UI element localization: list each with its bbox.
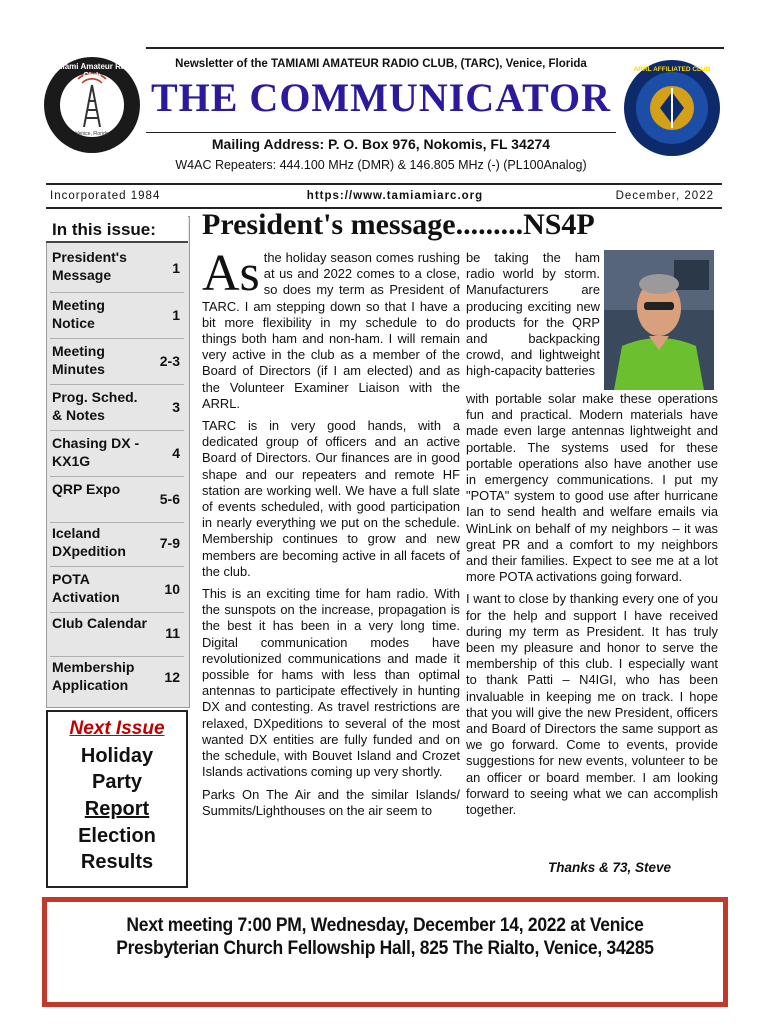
logo-right-label: ARRL AFFILIATED CLUB [633, 66, 711, 73]
toc-item-title: POTA Activation [52, 571, 120, 605]
info-top-rule [46, 183, 722, 185]
toc-item-page: 7-9 [159, 535, 180, 551]
article-paragraph: Parks On The Air and the similar Islands/ Summits/Lighthouses on the air seem to [202, 786, 460, 818]
article-paragraph: with portable solar make these operations fun and practical. Modern materials have made even large antennas lightweight and portable. The systems used for these portable operations also have another use in emergency communications. I put my "POTA" system to good use after hurricane Ian to send health and welfare emails via WinLink on behalf of my neighbors – it was great PR and a comfort to my neighbors and their families. Expect to see me at a lot more POTA activations going forward. [466, 391, 718, 585]
drop-cap: As [202, 245, 260, 302]
toc-item-page: 11 [165, 625, 180, 641]
toc-divider [50, 476, 184, 477]
toc-item[interactable] [52, 658, 182, 696]
toc-divider [50, 384, 184, 385]
toc-divider [50, 292, 184, 293]
toc-item-title: President's Message [52, 249, 127, 283]
toc-item-page: 10 [164, 581, 180, 597]
toc-heading: In this issue: [46, 216, 188, 243]
repeater-info: W4AC Repeaters: 444.100 MHz (DMR) & 146.805 MHz (-) (PL100Analog) [175, 158, 587, 172]
toc-divider [50, 566, 184, 567]
toc-item[interactable] [52, 614, 182, 652]
next-issue-line: Report [84, 798, 150, 820]
next-issue-line: Party [91, 771, 143, 793]
arrl-logo [622, 58, 722, 158]
president-photo [604, 250, 714, 390]
toc-item-page: 4 [172, 445, 180, 461]
article-heading: President's message.........NS4P [202, 208, 595, 241]
article-column-2 [466, 391, 718, 824]
article-column-1 [202, 245, 460, 825]
article-signoff: Thanks & 73, Steve [548, 860, 672, 875]
article-paragraph: be taking the ham radio world by storm. Manufacturers are producing exciting new products for the QRP and backpacking crowd, and lightweight high-capacity batteries [466, 250, 600, 379]
toc-item-page: 5-6 [159, 491, 180, 507]
mailing-address: Mailing Address: P. O. Box 976, Nokomis, FL 34274 [211, 136, 551, 152]
toc-item-page: 1 [172, 307, 180, 323]
toc-item-title: QRP Expo [52, 481, 121, 497]
toc-item[interactable] [52, 388, 182, 426]
website-link[interactable]: https://www.tamiamiarc.org [306, 190, 484, 202]
toc-item[interactable] [52, 248, 182, 288]
next-issue-label: Next Issue [69, 718, 165, 739]
logo-small-text: Venice, Florida [75, 131, 109, 137]
toc-item[interactable] [52, 570, 182, 608]
meeting-banner-text: Next meeting 7:00 PM, Wednesday, December 14, 2022 at Venice Presbyterian Church Fellowship Hall, 825 The Rialto, Venice, 34285 [116, 915, 654, 959]
toc-item[interactable] [52, 524, 182, 562]
toc-item-title: Prog. Sched. & Notes [52, 389, 138, 423]
next-issue-line: Holiday [80, 745, 154, 767]
toc-item[interactable] [52, 480, 182, 518]
toc-item[interactable] [52, 434, 182, 472]
toc-item[interactable] [52, 342, 182, 380]
toc-item[interactable] [52, 296, 182, 334]
logo-left-label: Tamiami Amateur Radio Club [46, 62, 138, 80]
toc-item-title: Club Calendar [52, 615, 147, 631]
toc-item-title: Iceland DXpedition [52, 525, 126, 559]
article-paragraph: This is an exciting time for ham radio. With the sunspots on the increase, propagation is the best it has been in a very long time. Digital communication modes have revolutionized communications and made it possible for hams with less than optimal antennas to participate effectively in hunting DX and contesting. As travel restrictions are relaxed, DXpeditions to several of the most wanted DX entities are fully funded and on the schedule, with Bouvet Island and Crozet Islands activations coming up very shortly. [202, 586, 460, 780]
toc-divider [50, 430, 184, 431]
toc-item-page: 1 [172, 260, 180, 276]
article-paragraph: I want to close by thanking every one of you for the help and support I have received during my term as President. It has truly been my pleasure and honor to serve the membership of this club. I especially want to thank Patti – N4IGI, who has been invaluable in keeping me on track. I hope that you will give the new President, officers and Board of Directors the same support as we go forward. Come to events, provide suggestions for new events, volunteer to be an officer or board member. I am looking forward to seeing what we can accomplish together. [466, 591, 718, 818]
issue-date: December, 2022 [615, 190, 714, 202]
article-paragraph: TARC is in very good hands, with a dedicated group of officers and an active Board of Directors. Our finances are in good shape and our repeaters and remote HF station are working well. We have a full slate of events scheduled, with good participation in nearly everything we put on the schedule. Membership continues to grow and new members are becoming active in all facets of the club. [202, 418, 460, 579]
header-top-rule [146, 47, 724, 49]
toc-divider [50, 522, 184, 523]
article-paragraph: As the holiday season comes rushing at us and 2022 comes to a close, so does my term as President of TARC. I am stepping down so that I have a bit more flexibility in my schedule to do things both ham and non-ham. I will remain very active in the club as a member of the Board of Directors (if I am elected) and as the Volunteer Examiner Liaison with the ARRL. [202, 245, 460, 411]
toc-divider [50, 338, 184, 339]
toc-item-title: Meeting Minutes [52, 343, 105, 377]
toc-item-title: Meeting Notice [52, 297, 105, 331]
toc-item-page: 2-3 [159, 353, 180, 369]
toc-item-page: 3 [172, 399, 180, 415]
toc-item-title: Membership Application [52, 659, 135, 693]
next-issue-line: Results [80, 851, 154, 873]
newsletter-tagline: Newsletter of the TAMIAMI AMATEUR RADIO CLUB, (TARC), Venice, Florida [175, 58, 587, 70]
newsletter-title: THE COMMUNICATOR [150, 75, 612, 120]
toc-divider [50, 612, 184, 613]
title-rule [146, 132, 616, 133]
toc-item-page: 12 [164, 669, 180, 685]
article-column-2-top [466, 250, 600, 386]
incorporated-year: Incorporated 1984 [50, 190, 161, 202]
next-issue-line: Election [78, 825, 156, 847]
toc-divider [50, 656, 184, 657]
toc-item-title: Chasing DX - KX1G [52, 435, 140, 469]
